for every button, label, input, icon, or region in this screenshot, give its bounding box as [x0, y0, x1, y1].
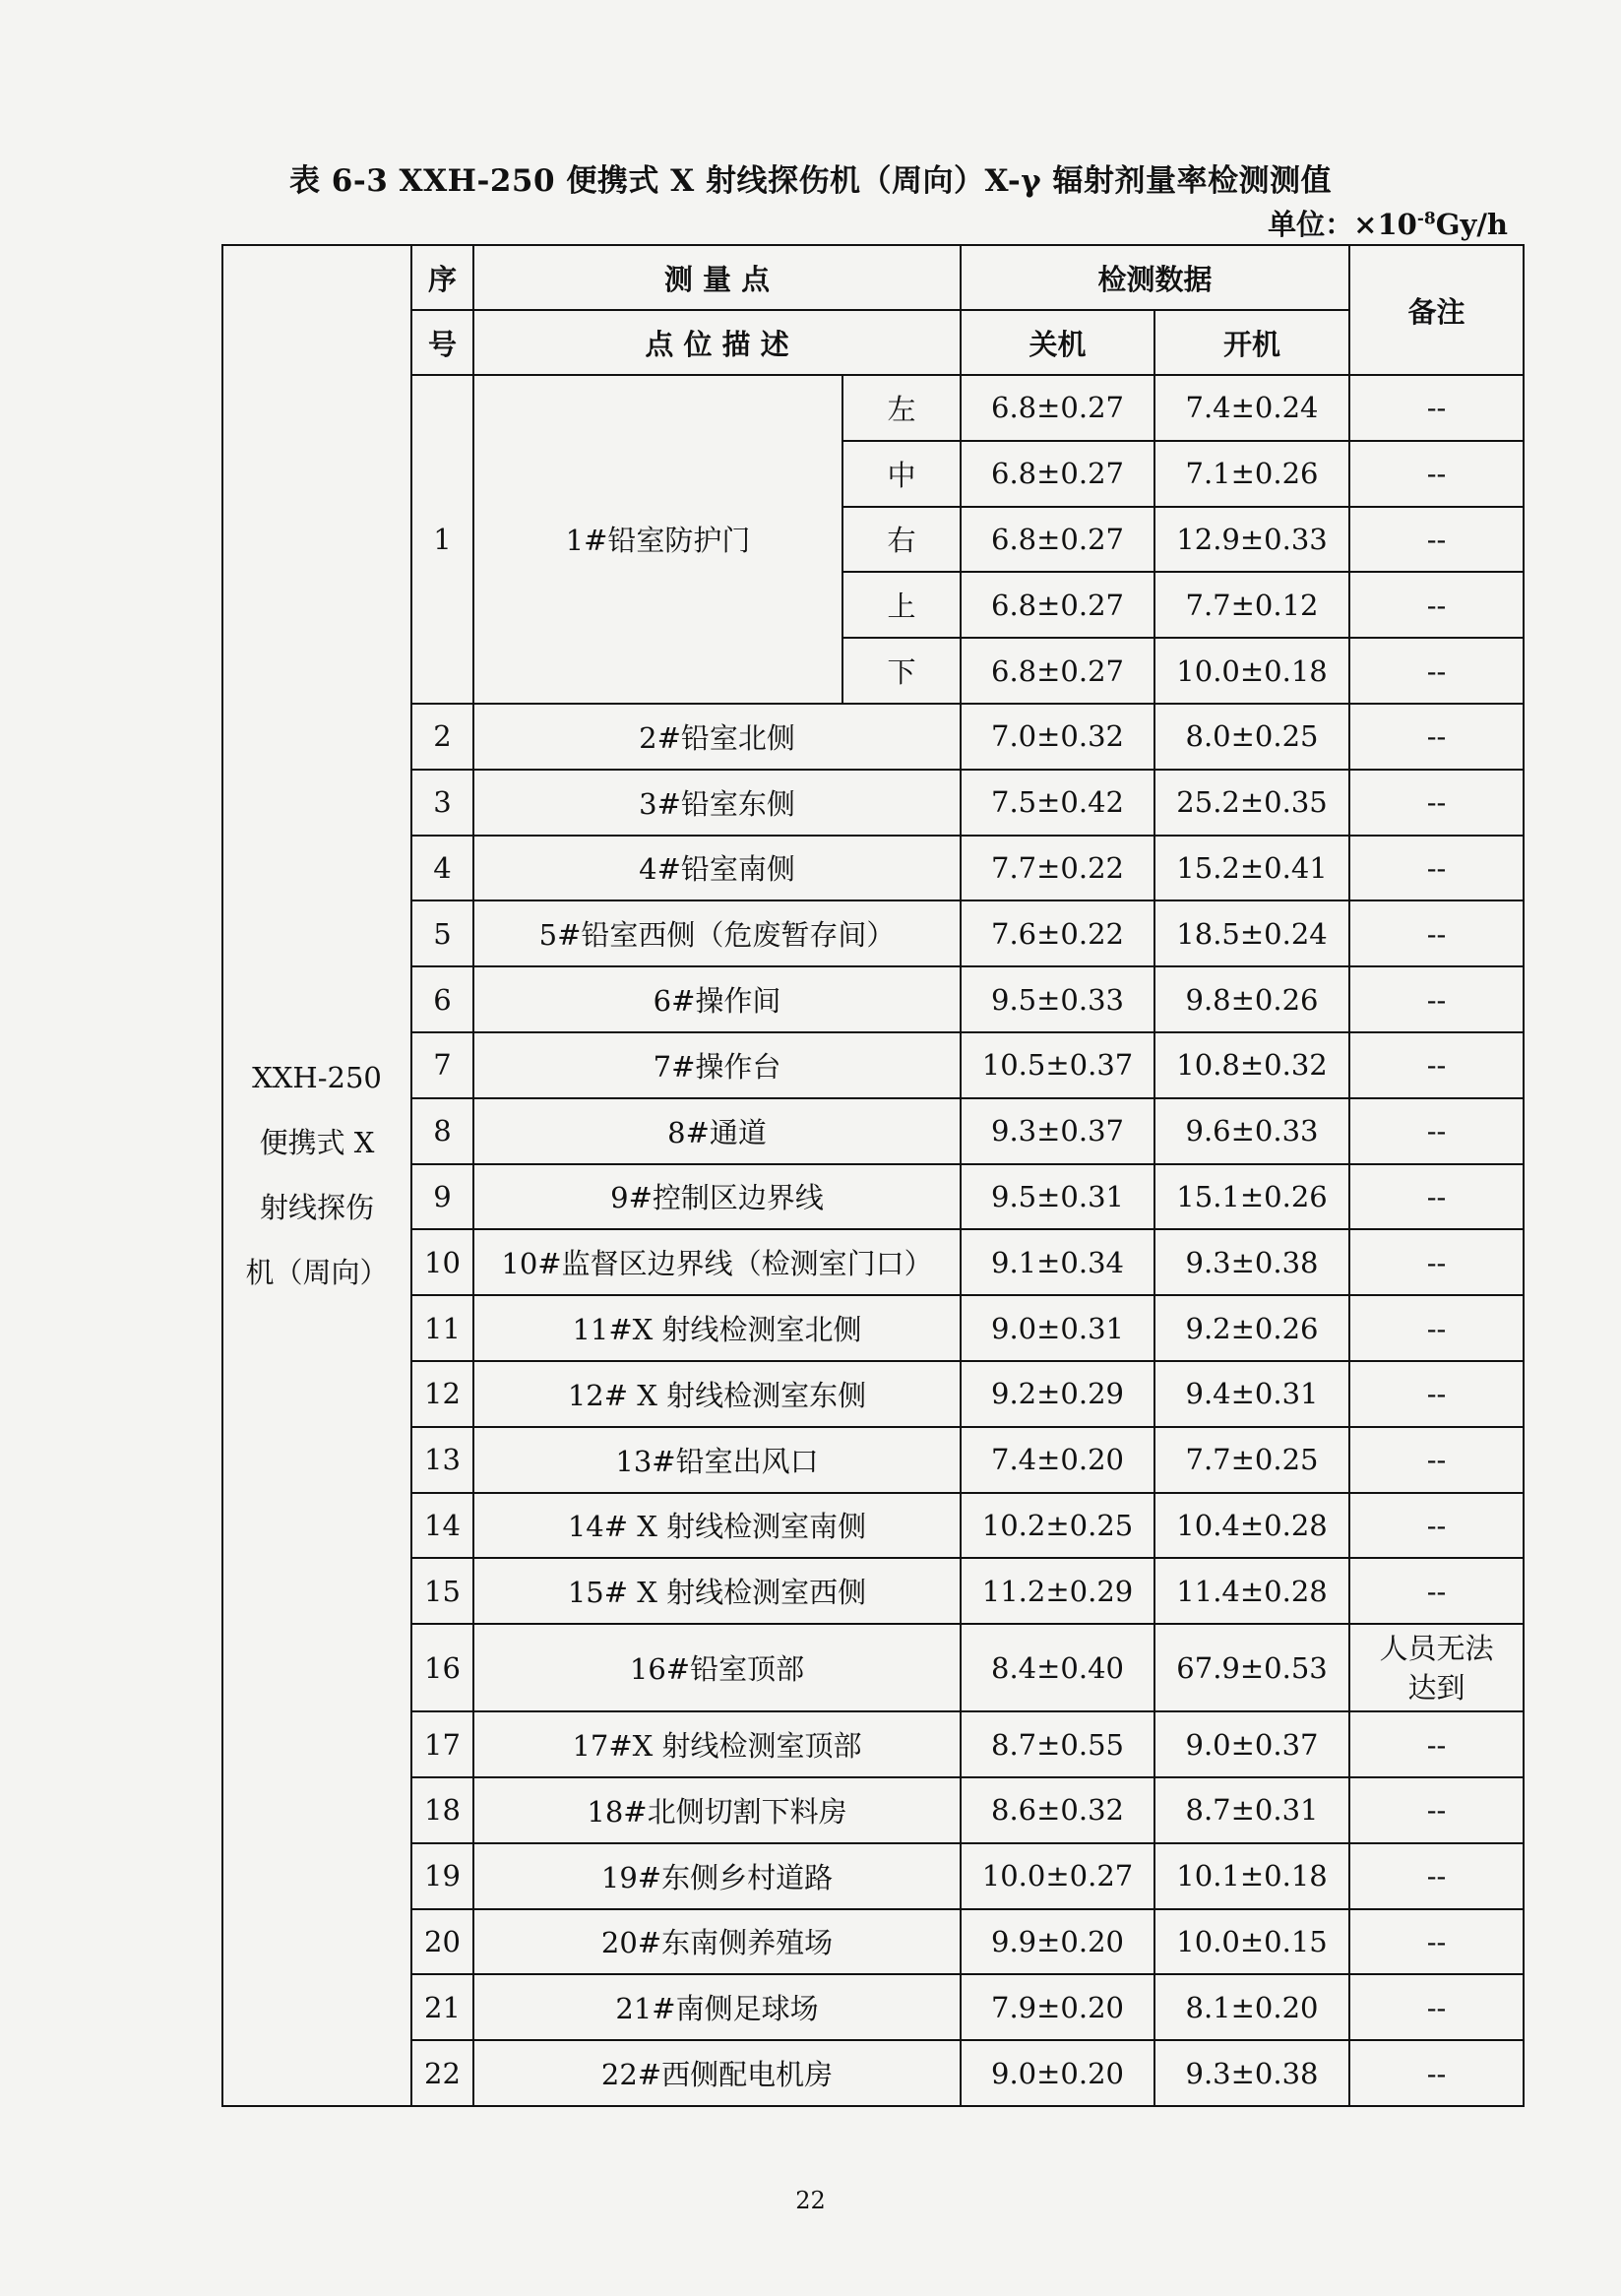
off-value-cell: 9.1±0.34	[961, 1229, 1154, 1295]
note-cell: --	[1349, 1229, 1524, 1295]
off-value-cell: 6.8±0.27	[961, 375, 1154, 441]
seq-cell: 13	[411, 1427, 473, 1493]
off-value-cell: 10.0±0.27	[961, 1843, 1154, 1909]
table-row	[222, 966, 1524, 1032]
note-cell: --	[1349, 1427, 1524, 1493]
point-cell: 22#西侧配电机房	[473, 2040, 961, 2106]
on-value-cell: 18.5±0.24	[1154, 900, 1349, 966]
off-value-cell: 9.5±0.31	[961, 1164, 1154, 1230]
position-cell: 上	[842, 572, 961, 638]
note-cell: --	[1349, 1711, 1524, 1777]
page-number: 22	[795, 2187, 826, 2214]
on-value-cell: 9.3±0.38	[1154, 2040, 1349, 2106]
table-row	[222, 1493, 1524, 1559]
seq-header: 序	[411, 245, 473, 310]
on-value-cell: 10.1±0.18	[1154, 1843, 1349, 1909]
point-cell: 15# X 射线检测室西侧	[473, 1558, 961, 1624]
off-value-cell: 8.4±0.40	[961, 1624, 1154, 1711]
seq-cell: 12	[411, 1361, 473, 1427]
point-cell: 18#北侧切割下料房	[473, 1777, 961, 1843]
point-cell: 21#南侧足球场	[473, 1974, 961, 2040]
seq-cell: 5	[411, 900, 473, 966]
on-value-cell: 7.7±0.12	[1154, 572, 1349, 638]
table-title: 表 6-3 XXH-250 便携式 X 射线探伤机（周向）X-γ 辐射剂量率检测测值	[288, 163, 1333, 199]
note-line: 人员无法	[1379, 1631, 1494, 1665]
table-row	[222, 1098, 1524, 1164]
on-value-cell: 8.1±0.20	[1154, 1974, 1349, 2040]
seq-cell: 19	[411, 1843, 473, 1909]
note-cell: --	[1349, 572, 1524, 638]
note-cell: --	[1349, 1974, 1524, 2040]
note-cell: --	[1349, 770, 1524, 836]
note-cell: --	[1349, 1558, 1524, 1624]
point-cell: 14# X 射线检测室南侧	[473, 1493, 961, 1559]
position-cell: 中	[842, 441, 961, 507]
on-value-cell: 7.1±0.26	[1154, 441, 1349, 507]
table-row	[222, 704, 1524, 770]
off-value-cell: 7.9±0.20	[961, 1974, 1154, 2040]
table-row	[222, 1361, 1524, 1427]
on-value-cell: 9.6±0.33	[1154, 1098, 1349, 1164]
off-value-cell: 6.8±0.27	[961, 572, 1154, 638]
data-header: 检测数据	[961, 245, 1349, 310]
seq-cell: 1	[411, 375, 473, 704]
point-cell: 1#铅室防护门	[473, 375, 842, 704]
note-cell: --	[1349, 1032, 1524, 1098]
seq-cell: 22	[411, 2040, 473, 2106]
table-row	[222, 1558, 1524, 1624]
point-cell: 3#铅室东侧	[473, 770, 961, 836]
note-cell: --	[1349, 638, 1524, 704]
on-value-cell: 8.0±0.25	[1154, 704, 1349, 770]
point-cell: 17#X 射线检测室顶部	[473, 1711, 961, 1777]
on-value-cell: 9.4±0.31	[1154, 1361, 1349, 1427]
note-cell: --	[1349, 1361, 1524, 1427]
note-cell: --	[1349, 836, 1524, 901]
seq-cell: 10	[411, 1229, 473, 1295]
on-value-cell: 15.1±0.26	[1154, 1164, 1349, 1230]
note-cell: --	[1349, 375, 1524, 441]
note-cell: --	[1349, 1843, 1524, 1909]
seq-cell: 16	[411, 1624, 473, 1711]
on-header: 开机	[1154, 310, 1349, 375]
point-cell: 4#铅室南侧	[473, 836, 961, 901]
seq-cell: 14	[411, 1493, 473, 1559]
table-row	[222, 2040, 1524, 2106]
note-cell: --	[1349, 1295, 1524, 1361]
off-value-cell: 7.5±0.42	[961, 770, 1154, 836]
on-value-cell: 9.8±0.26	[1154, 966, 1349, 1032]
table-row	[222, 1164, 1524, 1230]
note-cell: --	[1349, 2040, 1524, 2106]
point-cell: 19#东侧乡村道路	[473, 1843, 961, 1909]
on-value-cell: 9.3±0.38	[1154, 1229, 1349, 1295]
table-row	[222, 375, 1524, 441]
header-row	[222, 245, 1524, 310]
note-cell: --	[1349, 1777, 1524, 1843]
on-value-cell: 9.0±0.37	[1154, 1711, 1349, 1777]
seq-header: 号	[411, 310, 473, 375]
table-row	[222, 770, 1524, 836]
seq-cell: 2	[411, 704, 473, 770]
position-cell: 右	[842, 507, 961, 573]
seq-cell: 15	[411, 1558, 473, 1624]
point-cell: 6#操作间	[473, 966, 961, 1032]
table-row	[222, 836, 1524, 901]
table-row	[222, 1843, 1524, 1909]
seq-cell: 20	[411, 1909, 473, 1975]
table-row	[222, 1909, 1524, 1975]
seq-cell: 6	[411, 966, 473, 1032]
note-header: 备注	[1349, 245, 1524, 375]
table-row	[222, 1295, 1524, 1361]
on-value-cell: 10.0±0.18	[1154, 638, 1349, 704]
table-row	[222, 1427, 1524, 1493]
off-value-cell: 9.9±0.20	[961, 1909, 1154, 1975]
on-value-cell: 10.4±0.28	[1154, 1493, 1349, 1559]
point-cell: 8#通道	[473, 1098, 961, 1164]
off-value-cell: 7.4±0.20	[961, 1427, 1154, 1493]
on-value-cell: 11.4±0.28	[1154, 1558, 1349, 1624]
dose-rate-table	[221, 244, 1525, 2107]
note-cell: --	[1349, 1493, 1524, 1559]
note-cell: --	[1349, 900, 1524, 966]
unit-label: 单位：$\times 10^{-8}Gy/h$	[1268, 208, 1508, 241]
off-header: 关机	[961, 310, 1154, 375]
point-cell: 2#铅室北侧	[473, 704, 961, 770]
off-value-cell: 9.2±0.29	[961, 1361, 1154, 1427]
device-name-cell: XXH-250 便携式 X 射线探伤 机（周向）	[222, 245, 411, 2106]
point-header: 测 量 点	[473, 245, 961, 310]
note-cell: --	[1349, 441, 1524, 507]
point-cell: 13#铅室出风口	[473, 1427, 961, 1493]
point-cell: 20#东南侧养殖场	[473, 1909, 961, 1975]
seq-cell: 21	[411, 1974, 473, 2040]
on-value-cell: 7.7±0.25	[1154, 1427, 1349, 1493]
seq-cell: 7	[411, 1032, 473, 1098]
seq-cell: 4	[411, 836, 473, 901]
note-cell: --	[1349, 1909, 1524, 1975]
off-value-cell: 7.7±0.22	[961, 836, 1154, 901]
off-value-cell: 6.8±0.27	[961, 441, 1154, 507]
point-cell: 9#控制区边界线	[473, 1164, 961, 1230]
note-cell: --	[1349, 1098, 1524, 1164]
on-value-cell: 10.0±0.15	[1154, 1909, 1349, 1975]
seq-cell: 3	[411, 770, 473, 836]
on-value-cell: 12.9±0.33	[1154, 507, 1349, 573]
table-row	[222, 1032, 1524, 1098]
off-value-cell: 7.0±0.32	[961, 704, 1154, 770]
position-cell: 左	[842, 375, 961, 441]
on-value-cell: 10.8±0.32	[1154, 1032, 1349, 1098]
note-cell: --	[1349, 966, 1524, 1032]
point-cell: 7#操作台	[473, 1032, 961, 1098]
point-cell: 10#监督区边界线（检测室门口）	[473, 1229, 961, 1295]
note-cell: --	[1349, 1164, 1524, 1230]
on-value-cell: 15.2±0.41	[1154, 836, 1349, 901]
seq-cell: 8	[411, 1098, 473, 1164]
on-value-cell: 9.2±0.26	[1154, 1295, 1349, 1361]
note-line: 达到	[1407, 1670, 1465, 1705]
off-value-cell: 9.0±0.20	[961, 2040, 1154, 2106]
seq-cell: 18	[411, 1777, 473, 1843]
point-cell: 5#铅室西侧（危废暂存间）	[473, 900, 961, 966]
table-row	[222, 1777, 1524, 1843]
table-row	[222, 1974, 1524, 2040]
on-value-cell: 25.2±0.35	[1154, 770, 1349, 836]
off-value-cell: 10.2±0.25	[961, 1493, 1154, 1559]
off-value-cell: 9.0±0.31	[961, 1295, 1154, 1361]
point-cell: 12# X 射线检测室东侧	[473, 1361, 961, 1427]
note-cell	[1349, 1624, 1524, 1711]
off-value-cell: 7.6±0.22	[961, 900, 1154, 966]
table-row	[222, 900, 1524, 966]
table-row	[222, 1229, 1524, 1295]
header-row	[222, 310, 1524, 375]
off-value-cell: 6.8±0.27	[961, 507, 1154, 573]
off-value-cell: 10.5±0.37	[961, 1032, 1154, 1098]
off-value-cell: 11.2±0.29	[961, 1558, 1154, 1624]
point-cell: 11#X 射线检测室北侧	[473, 1295, 961, 1361]
table-row	[222, 1711, 1524, 1777]
off-value-cell: 6.8±0.27	[961, 638, 1154, 704]
position-cell: 下	[842, 638, 961, 704]
note-cell: --	[1349, 704, 1524, 770]
seq-cell: 9	[411, 1164, 473, 1230]
off-value-cell: 9.3±0.37	[961, 1098, 1154, 1164]
on-value-cell: 8.7±0.31	[1154, 1777, 1349, 1843]
on-value-cell: 67.9±0.53	[1154, 1624, 1349, 1711]
on-value-cell: 7.4±0.24	[1154, 375, 1349, 441]
point-desc-header: 点 位 描 述	[473, 310, 961, 375]
point-cell: 16#铅室顶部	[473, 1624, 961, 1711]
table-row	[222, 1624, 1524, 1711]
off-value-cell: 8.6±0.32	[961, 1777, 1154, 1843]
seq-cell: 11	[411, 1295, 473, 1361]
note-cell: --	[1349, 507, 1524, 573]
off-value-cell: 8.7±0.55	[961, 1711, 1154, 1777]
seq-cell: 17	[411, 1711, 473, 1777]
off-value-cell: 9.5±0.33	[961, 966, 1154, 1032]
